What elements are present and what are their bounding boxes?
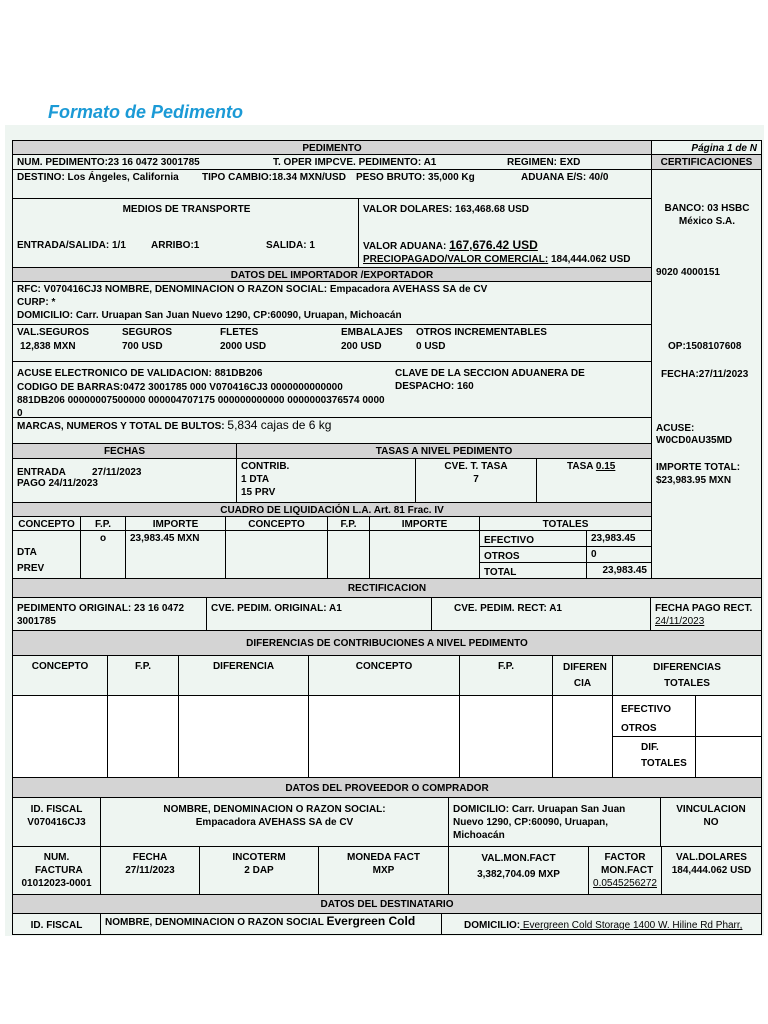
col-importe-2: IMPORTE: [369, 516, 480, 531]
factor-label: FACTOR MON.FACT: [601, 852, 654, 876]
tasas-header: TASAS A NIVEL PEDIMENTO: [236, 443, 652, 459]
importador-datos: [12, 281, 652, 325]
dif-totales: DIF. TOTALES: [612, 736, 696, 778]
vinculacion-value: NO: [703, 817, 719, 828]
page-indicator: Página 1 de N: [651, 140, 762, 155]
contrib-prv: 15 PRV: [241, 487, 276, 498]
arribo: ARRIBO:1: [151, 240, 200, 251]
col-fp-2: F.P.: [327, 516, 370, 531]
tipo-operacion: T. OPER IMPCVE. PEDIMENTO: A1: [273, 157, 437, 168]
prov-valdol: [661, 846, 762, 895]
prov-vinculacion: [660, 797, 762, 847]
domicilio-importador: DOMICILIO: Carr. Uruapan San Juan Nuevo 1290, CP:60090, Uruapan, Michoacán: [17, 310, 402, 321]
prov-id-fiscal: [12, 797, 101, 847]
fecha-pago: PAGO 24/11/2023: [17, 478, 98, 489]
regimen: REGIMEN: EXD: [507, 157, 581, 168]
destinatario-header: DATOS DEL DESTINATARIO: [12, 894, 762, 914]
dif-efectivo-otros-value: [695, 695, 762, 737]
moneda-value: MXP: [372, 865, 395, 876]
fechas-header: FECHAS: [12, 443, 237, 459]
dest-nombre-label: NOMBRE, DENOMINACION O RAZON SOCIAL: [105, 917, 327, 928]
valor-aduana-label: VALOR ADUANA:: [363, 241, 450, 252]
embalajes: 200 USD: [341, 341, 382, 352]
liq-dta: DTA: [17, 547, 37, 558]
dif-col-concepto: CONCEPTO: [12, 655, 108, 696]
valdol-value: 184,444.062 USD: [671, 865, 752, 876]
liq-fp-2-cell: [327, 530, 370, 579]
liq-concepto-cell: [12, 530, 81, 579]
col-concepto: CONCEPTO: [12, 516, 81, 531]
fecha-entrada: 27/11/2023: [92, 467, 142, 478]
dest-domicilio-label: DOMICILIO:: [464, 920, 521, 931]
valmon-value: 3,382,704.09 MXP: [477, 869, 560, 880]
codigo-barras: CODIGO DE BARRAS:0472 3001785 000 V070416CJ3 0000000000000 881DB206 00000007500000 000004707175 000000000000 0000000376574 0000 0: [17, 382, 385, 418]
col-concepto-2: CONCEPTO: [225, 516, 328, 531]
col-totales: TOTALES: [479, 516, 652, 531]
tipo-cambio: TIPO CAMBIO:18.34 MXN/USD: [202, 172, 346, 183]
cve-rect: CVE. PEDIM. RECT: A1: [431, 597, 651, 631]
dest-nombre: [100, 913, 442, 935]
tasa-label: [567, 460, 615, 473]
banco: BANCO: 03 HSBC México S.A.: [664, 203, 750, 227]
efectivo-value: 23,983.45: [586, 530, 652, 547]
otros-value: 0: [586, 546, 652, 563]
certificaciones-header: CERTIFICACIONES: [651, 154, 762, 170]
dif-cell-5: [459, 695, 553, 778]
prov-fecha-label: FECHA: [132, 852, 168, 863]
proveedor-header: DATOS DEL PROVEEDOR O COMPRADOR: [12, 777, 762, 798]
incoterm-value: 2 DAP: [244, 865, 274, 876]
prov-num-factura: [12, 846, 101, 895]
dif-col-concepto-2: CONCEPTO: [308, 655, 460, 696]
fecha-certificacion: FECHA:27/11/2023: [661, 369, 749, 380]
acuse-electronico: ACUSE ELECTRONICO DE VALIDACION: 881DB206: [17, 368, 263, 379]
marcas-label: MARCAS, NUMEROS Y TOTAL DE BULTOS:: [17, 421, 225, 432]
vinculacion-label: VINCULACION: [676, 804, 746, 815]
val-seguros-label: VAL.SEGUROS: [17, 327, 90, 338]
entrada-label: ENTRADA: [17, 467, 66, 478]
incoterm-label: INCOTERM: [232, 852, 286, 863]
prov-factor: [588, 846, 662, 895]
liq-prev: PREV: [17, 563, 45, 574]
cve-tasa-value: 7: [473, 474, 479, 485]
acuse-value: W0CD0AU35MD: [656, 435, 733, 446]
dif-cell-2: [107, 695, 179, 778]
seguros-label: SEGUROS: [122, 327, 173, 338]
valor-aduana-value: 167,676.42 USD: [449, 238, 538, 252]
dest-nombre-value: Evergreen Cold: [326, 914, 416, 928]
prov-id-value: V070416CJ3: [27, 817, 86, 828]
fletes: 2000 USD: [220, 341, 267, 352]
dif-cell-3: [178, 695, 309, 778]
dif-totales-value: [695, 736, 762, 778]
fecha-pago-rect-value: 24/11/2023: [655, 616, 705, 627]
acuse-validacion: [12, 361, 652, 418]
contribuciones: [236, 458, 416, 503]
liq-concepto-2-cell: [225, 530, 328, 579]
val-seguros: 12,838 MXN: [20, 341, 76, 352]
pedimento-number: NUM. PEDIMENTO:23 16 0472 3001785: [17, 157, 200, 168]
dif-col-totales: DIFERENCIAS TOTALES: [612, 655, 762, 696]
contrib-label: CONTRIB.: [241, 461, 290, 472]
fecha-pago-rect-label: FECHA PAGO RECT.: [655, 603, 753, 614]
pedimento-original: PEDIMENTO ORIGINAL: 23 16 0472 3001785: [12, 597, 207, 631]
medios-label: MEDIOS DE TRANSPORTE: [122, 204, 251, 215]
factor-value: 0.0545256272: [593, 878, 657, 889]
peso-bruto: PESO BRUTO: 35,000 Kg: [356, 172, 475, 183]
total-label: TOTAL: [479, 562, 587, 579]
otros-incrementables-label: OTROS INCREMENTABLES: [416, 327, 547, 338]
diferencias-header: DIFERENCIAS DE CONTRIBUCIONES A NIVEL PEDIMENTO: [12, 630, 762, 656]
dest-id-fiscal: ID. FISCAL: [12, 913, 101, 935]
valor-aduana: [363, 239, 538, 253]
prov-id-label: ID. FISCAL: [30, 804, 83, 815]
num-factura-value: 01012023-0001: [21, 878, 92, 889]
curp: CURP: *: [17, 297, 56, 308]
destino: DESTINO: Los Ángeles, California: [17, 172, 179, 183]
valores: [358, 198, 652, 268]
dif-cell-1: [12, 695, 108, 778]
pedimento-header: PEDIMENTO: [12, 140, 652, 155]
dif-col-fp-2: F.P.: [459, 655, 553, 696]
dif-efectivo-otros: [612, 695, 696, 737]
valor-dolares: VALOR DOLARES: 163,468.68 USD: [363, 204, 529, 215]
valmon-label: VAL.MON.FACT: [481, 853, 556, 864]
num-factura-label: NUM. FACTURA: [35, 852, 83, 876]
fechas-panel: [12, 458, 237, 503]
salida: SALIDA: 1: [266, 240, 315, 251]
rectificacion-header: RECTIFICACION: [12, 578, 762, 598]
dif-cell-4: [308, 695, 460, 778]
pedimento-number-row: [12, 154, 652, 170]
marcas-row: [12, 417, 652, 444]
prov-fecha: [100, 846, 200, 895]
liquidacion-header: CUADRO DE LIQUIDACIÓN L.A. Art. 81 Frac. IV: [12, 502, 652, 517]
prov-domicilio: DOMICILIO: Carr. Uruapan San Juan Nuevo 1290, CP:60090, Uruapan, Michoacán: [448, 797, 661, 847]
destino-row: [12, 169, 652, 199]
otros-label: OTROS: [479, 546, 587, 563]
operacion: OP:1508107608: [668, 341, 742, 352]
total-value: 23,983.45: [586, 562, 652, 579]
dif-cell-6: [552, 695, 613, 778]
fletes-label: FLETES: [220, 327, 259, 338]
prov-moneda: [318, 846, 449, 895]
dest-domicilio: [441, 913, 762, 935]
tasa-value: 0.15: [595, 461, 616, 472]
cve-original: CVE. PEDIM. ORIGINAL: A1: [206, 597, 432, 631]
medios-transporte: [12, 198, 359, 268]
importe-total: IMPORTE TOTAL: $23,983.95 MXN: [656, 462, 741, 486]
acuse-label: ACUSE:: [656, 423, 695, 434]
rfc: RFC: V070416CJ3 NOMBRE, DENOMINACION O RAZON SOCIAL: Empacadora AVEHASS SA de CV: [17, 284, 488, 295]
pedimento-form: [5, 125, 764, 936]
certificaciones-panel: [651, 169, 762, 579]
dif-efectivo: EFECTIVO: [621, 704, 672, 715]
importador-header: DATOS DEL IMPORTADOR /EXPORTADOR: [12, 267, 652, 282]
prov-fecha-value: 27/11/2023: [125, 865, 175, 876]
clave-seccion: CLAVE DE LA SECCION ADUANERA DE DESPACHO: 160: [395, 368, 585, 392]
precio-pagado: [363, 253, 630, 266]
moneda-label: MONEDA FACT: [347, 852, 420, 863]
cve-tasa: [415, 458, 537, 503]
tasa: [536, 458, 652, 503]
marcas-value: 5,834 cajas de 6 kg: [227, 418, 332, 432]
otros-incrementables: 0 USD: [416, 341, 446, 352]
valdol-label: VAL.DOLARES: [676, 852, 747, 863]
dest-domicilio-value: Evergreen Cold Storage 1400 W. Hiline Rd Pharr,: [520, 920, 743, 931]
dif-otros: OTROS: [621, 723, 657, 734]
prov-nombre: NOMBRE, DENOMINACION O RAZON SOCIAL: Empacadora AVEHASS SA de CV: [100, 797, 449, 847]
efectivo-label: EFECTIVO: [479, 530, 587, 547]
contrib-dta: 1 DTA: [241, 474, 270, 485]
seguros: 700 USD: [122, 341, 163, 352]
precio-label: PRECIOPAGADO/VALOR COMERCIAL:: [363, 254, 549, 265]
liq-importe-2-cell: [369, 530, 480, 579]
col-fp: F.P.: [80, 516, 126, 531]
liq-importe-cell: 23,983.45 MXN: [125, 530, 226, 579]
aduana: ADUANA E/S: 40/0: [521, 172, 609, 183]
incrementables: [12, 324, 652, 362]
page-title: Formato de Pedimento: [48, 102, 244, 122]
entrada-salida: ENTRADA/SALIDA: 1/1: [17, 240, 126, 251]
dif-col-diferencia-2: DIFEREN CIA: [552, 655, 613, 696]
liq-fp-cell: o: [80, 530, 126, 579]
precio-value: 184,444.062 USD: [548, 254, 631, 265]
embalajes-label: EMBALAJES: [341, 327, 403, 338]
dif-col-fp: F.P.: [107, 655, 179, 696]
prov-incoterm: [199, 846, 319, 895]
col-importe: IMPORTE: [125, 516, 226, 531]
tasa-text: TASA: [567, 461, 596, 472]
cuenta: 9020 4000151: [656, 267, 720, 278]
dif-col-diferencia: DIFERENCIA: [178, 655, 309, 696]
prov-valmon: [448, 846, 589, 895]
cve-tasa-label: CVE. T. TASA: [444, 461, 508, 472]
fecha-pago-rect: [650, 597, 762, 631]
